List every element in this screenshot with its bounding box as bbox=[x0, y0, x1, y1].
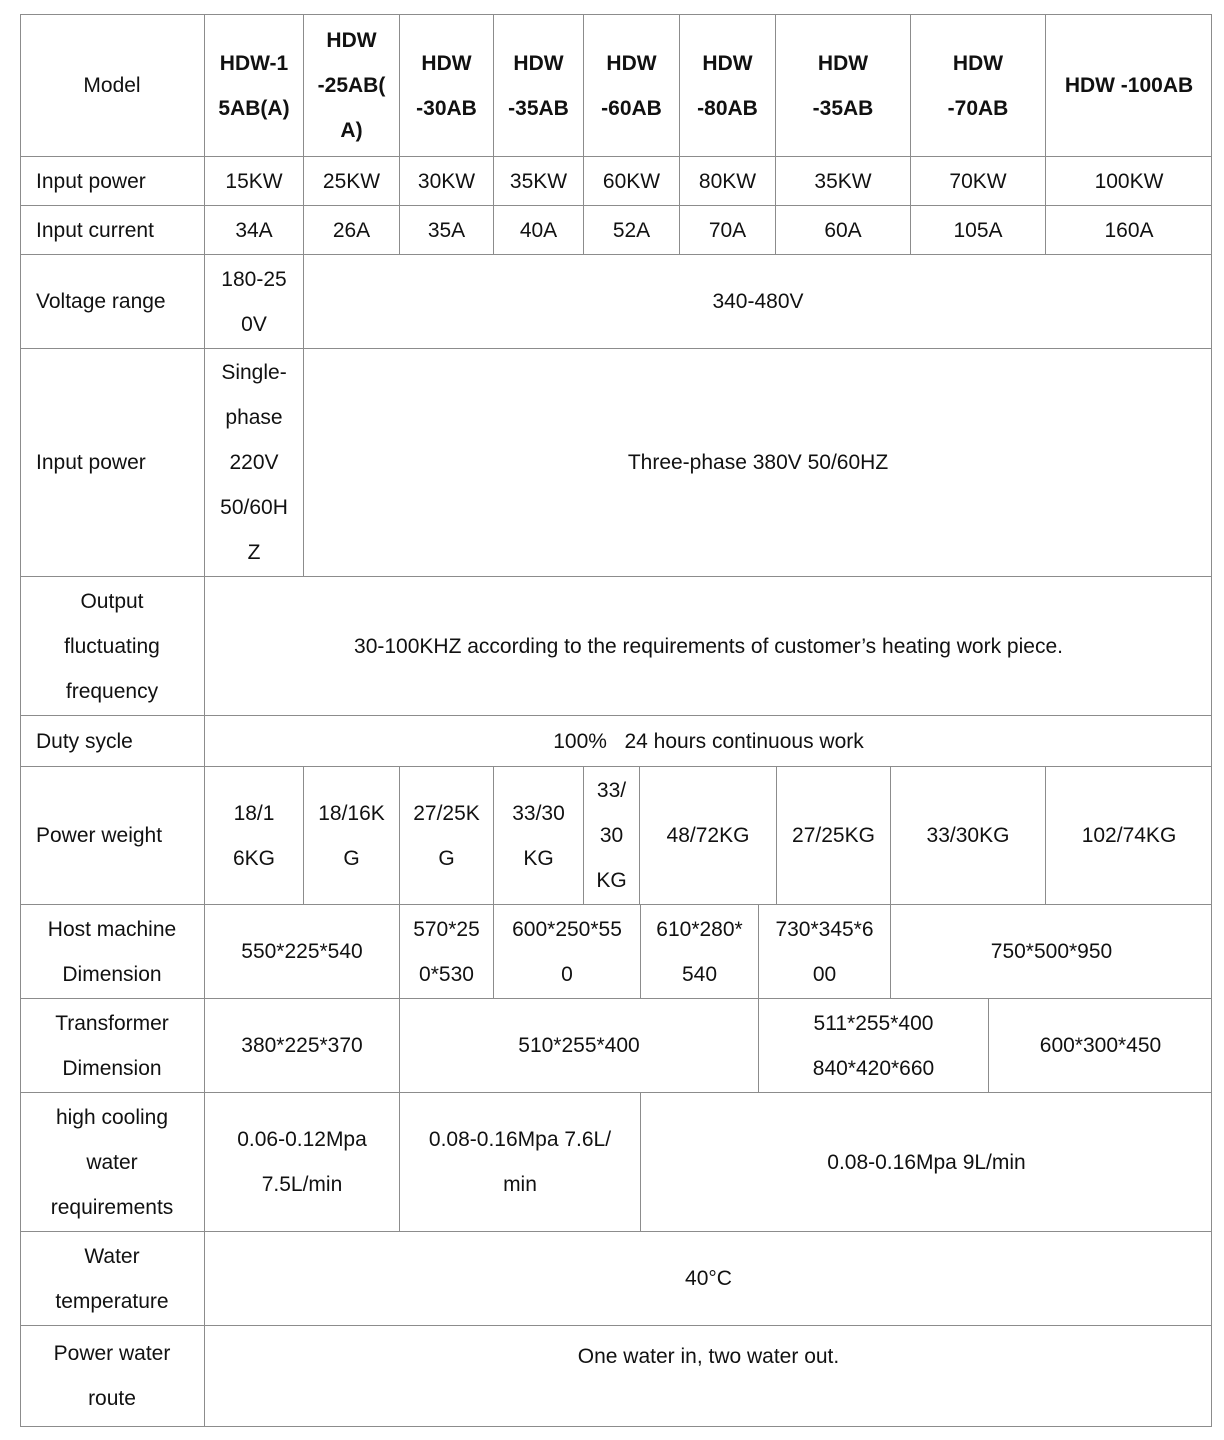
row-label-input-current: Input current bbox=[36, 218, 154, 242]
table-cell: Three-phase 380V 50/60HZ bbox=[303, 349, 1212, 576]
table-row bbox=[20, 14, 1212, 157]
table-cell: 600*300*450 bbox=[988, 999, 1212, 1092]
table-cell: 40°C bbox=[204, 1232, 1212, 1325]
model-header-cell: HDW -60AB bbox=[583, 15, 679, 156]
row-label-input-power: Input power bbox=[36, 169, 146, 193]
table-cell: 80KW bbox=[679, 157, 775, 205]
table-cell: 600*250*55 0 bbox=[493, 905, 640, 998]
table-row bbox=[20, 716, 1212, 767]
row-label-water-route: Power water route bbox=[53, 1342, 171, 1410]
table-cell: 511*255*400 840*420*660 bbox=[758, 999, 988, 1092]
table-cell: 70KW bbox=[910, 157, 1045, 205]
row-label-transformer-dimension: Transformer Dimension bbox=[55, 1011, 169, 1080]
model-header-cell: HDW -100AB bbox=[1045, 15, 1212, 156]
model-header-cell: HDW -80AB bbox=[679, 15, 775, 156]
model-header-cell: HDW-1 5AB(A) bbox=[204, 15, 303, 156]
row-label-input-power: Input power bbox=[36, 451, 146, 474]
table-cell: 60A bbox=[775, 206, 910, 254]
table-cell: 180-25 0V bbox=[204, 255, 303, 348]
table-row bbox=[20, 577, 1212, 716]
model-header-cell: HDW -35AB bbox=[493, 15, 583, 156]
row-label-power-weight: Power weight bbox=[36, 824, 163, 847]
table-row bbox=[20, 349, 1212, 577]
table-cell: Single- phase 220V 50/60H Z bbox=[204, 349, 303, 576]
table-cell: 25KW bbox=[303, 157, 399, 205]
table-cell: 750*500*950 bbox=[890, 905, 1212, 998]
table-cell: 105A bbox=[910, 206, 1045, 254]
table-cell: 100KW bbox=[1045, 157, 1212, 205]
table-cell: 70A bbox=[679, 206, 775, 254]
table-row bbox=[20, 1093, 1212, 1232]
row-label-duty-cycle: Duty sycle bbox=[36, 729, 133, 753]
table-cell: 52A bbox=[583, 206, 679, 254]
table-row bbox=[20, 206, 1212, 255]
row-label-voltage-range: Voltage range bbox=[36, 290, 166, 313]
table-cell: 33/30KG bbox=[890, 767, 1045, 904]
row-label-host-dimension: Host machine Dimension bbox=[47, 917, 177, 986]
table-row bbox=[20, 767, 1212, 905]
table-cell: 610*280* 540 bbox=[640, 905, 758, 998]
table-row bbox=[20, 1326, 1212, 1427]
table-cell: 60KW bbox=[583, 157, 679, 205]
table-cell: 26A bbox=[303, 206, 399, 254]
table-cell: 30KW bbox=[399, 157, 493, 205]
model-header-cell: HDW -35AB bbox=[775, 15, 910, 156]
table-cell: 40A bbox=[493, 206, 583, 254]
model-header-cell: HDW -70AB bbox=[910, 15, 1045, 156]
model-header-cell: HDW -30AB bbox=[399, 15, 493, 156]
row-label-output-frequency: Output fluctuating frequency bbox=[64, 589, 160, 703]
table-cell: 510*255*400 bbox=[399, 999, 758, 1092]
table-cell: 27/25KG bbox=[776, 767, 890, 904]
table-cell: 100% 24 hours continuous work bbox=[204, 716, 1212, 766]
table-cell: 550*225*540 bbox=[204, 905, 399, 998]
table-row bbox=[20, 1232, 1212, 1326]
table-cell: 340-480V bbox=[303, 255, 1212, 348]
row-label-model: Model bbox=[83, 74, 141, 97]
table-cell: 730*345*6 00 bbox=[758, 905, 890, 998]
table-row bbox=[20, 999, 1212, 1093]
table-cell: 34A bbox=[204, 206, 303, 254]
row-label-cooling-water: high cooling water requirements bbox=[50, 1105, 174, 1219]
table-cell: 33/30 KG bbox=[493, 767, 583, 904]
table-row bbox=[20, 157, 1212, 206]
table-cell: 570*25 0*530 bbox=[399, 905, 493, 998]
table-cell: 0.06-0.12Mpa 7.5L/min bbox=[204, 1093, 399, 1231]
table-cell: 0.08-0.16Mpa 9L/min bbox=[640, 1093, 1212, 1231]
table-cell: 380*225*370 bbox=[204, 999, 399, 1092]
table-cell: One water in, two water out. bbox=[204, 1326, 1212, 1426]
table-cell: 35A bbox=[399, 206, 493, 254]
table-cell: 35KW bbox=[775, 157, 910, 205]
table-cell: 27/25K G bbox=[399, 767, 493, 904]
table-cell: 0.08-0.16Mpa 7.6L/ min bbox=[399, 1093, 640, 1231]
table-row bbox=[20, 255, 1212, 349]
table-cell: 102/74KG bbox=[1045, 767, 1212, 904]
table-cell: 33/ 30 KG bbox=[583, 767, 639, 904]
table-cell: 15KW bbox=[204, 157, 303, 205]
table-cell: 18/16K G bbox=[303, 767, 399, 904]
row-label-water-temperature: Water temperature bbox=[55, 1244, 169, 1313]
table-cell: 160A bbox=[1045, 206, 1212, 254]
table-cell: 48/72KG bbox=[639, 767, 776, 904]
table-row bbox=[20, 905, 1212, 999]
model-header-cell: HDW -25AB( A) bbox=[303, 15, 399, 156]
table-cell: 18/1 6KG bbox=[204, 767, 303, 904]
table-cell: 30-100KHZ according to the requirements of customer’s heating work piece. bbox=[204, 577, 1212, 715]
table-cell: 35KW bbox=[493, 157, 583, 205]
